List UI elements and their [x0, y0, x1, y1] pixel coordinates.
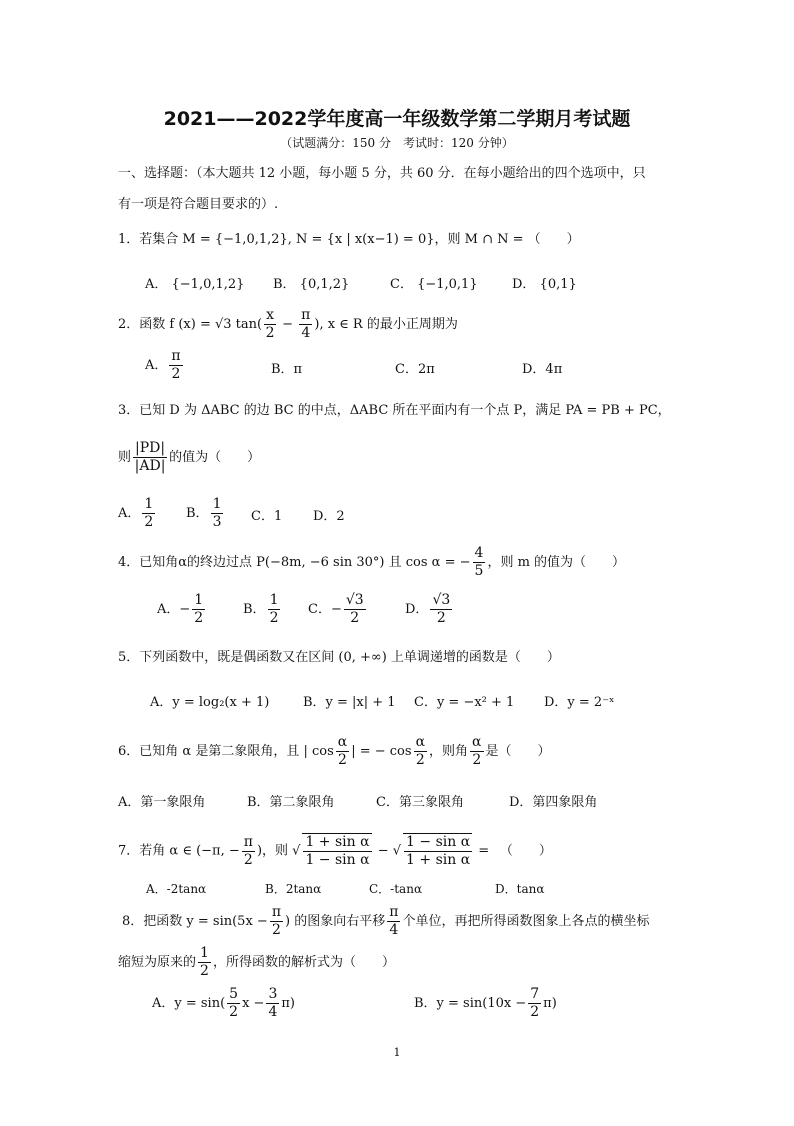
- q8-option-a-frac-1-den: 2: [229, 1004, 239, 1020]
- q8-frac-1-den: 2: [271, 922, 281, 938]
- q7-minus: − √: [373, 843, 402, 859]
- q8-frac-2-den: 4: [389, 922, 399, 938]
- q2-frac-pi4: [299, 307, 312, 342]
- q8-option-a-pre: A．y = sin(: [152, 996, 226, 1011]
- q3-ratio-frac: [133, 440, 167, 475]
- q1-option-b: B． {0,1,2}: [273, 277, 350, 292]
- q7-frac-1-num: 1 + sin α: [305, 834, 370, 850]
- q4-option-a-label: A．−: [157, 602, 191, 617]
- q2-option-c: C．2π: [395, 362, 435, 377]
- q3-then: 则: [118, 450, 132, 465]
- q4-stem-pre: 4．已知角α的终边过点 P(−8m, −6 sin 30°) 且 cos α = −: [118, 555, 471, 570]
- q4-stem: [118, 545, 625, 580]
- q8-line2: [118, 945, 395, 980]
- q6-frac-2-num: α: [415, 734, 426, 750]
- q8-frac-2-num: π: [389, 904, 399, 920]
- q4-option-b-frac: [268, 592, 281, 627]
- q6-frac-3-num: α: [472, 734, 482, 750]
- q4-option-a-den: 2: [194, 610, 204, 626]
- q6-frac-3-den: 2: [472, 752, 482, 768]
- q8-option-a-frac-2-num: 3: [268, 986, 278, 1002]
- q5-option-c: C．y = −x² + 1: [414, 695, 515, 710]
- q2-frac-x2-den: 2: [265, 325, 275, 341]
- q2-option-a-num: π: [171, 348, 181, 364]
- q6-frac-1: [336, 734, 349, 769]
- q1-stem: 1．若集合 M = {−1,0,1,2}, N = {x | x(x−1) = 0}，则 M ∩ N = （ ）: [118, 232, 580, 247]
- q4-option-c-label: C．−: [308, 602, 342, 617]
- q5-stem: 5．下列函数中，既是偶函数又在区间 (0, +∞) 上单调递增的函数是（ ）: [118, 650, 560, 665]
- q7-option-d: D．tanα: [495, 882, 545, 896]
- q7-option-b: B．2tanα: [265, 882, 322, 896]
- q8-stem-pre: 8．把函数 y = sin(5x −: [122, 914, 268, 929]
- q6-frac-1-num: α: [337, 734, 348, 750]
- q3-option-b-frac: [211, 496, 224, 531]
- q2-stem-post: ), x ∈ R 的最小正周期为: [314, 317, 458, 332]
- q8-option-b: [414, 986, 557, 1021]
- q7-stem: [118, 833, 552, 869]
- q8-option-a-mid: x −: [242, 996, 265, 1011]
- q4-option-c: [308, 592, 368, 627]
- q4-option-b-den: 2: [269, 610, 279, 626]
- q8-stem-mid: ) 的图象向右平移: [285, 914, 386, 929]
- q8-line2-pre: 缩短为原来的: [118, 955, 197, 970]
- q7-option-c: C．-tanα: [369, 882, 423, 896]
- q4-option-c-num: √3: [345, 592, 364, 608]
- q2-option-d: D．4π: [522, 362, 563, 377]
- q5-option-b: B．y = |x| + 1: [303, 695, 396, 710]
- q8-stem: [122, 904, 649, 939]
- q2-frac-pi4-den: 4: [301, 325, 311, 341]
- q4-frac-num: 4: [474, 545, 484, 561]
- q1-option-c: C． {−1,0,1}: [390, 277, 478, 292]
- q7-stem-pre: 7．若角 α ∈ (−π, −: [118, 843, 240, 859]
- q6-option-c: C．第三象限角: [376, 795, 464, 810]
- q6-stem: [118, 734, 551, 769]
- section-instructions-line1: 一、选择题：（本大题共 12 小题，每小题 5 分，共 60 分．在每小题给出的四个选项中，只: [118, 166, 646, 181]
- q3-option-a-num: 1: [144, 496, 154, 512]
- q7-option-a: A．-2tanα: [146, 882, 207, 896]
- q4-frac-den: 5: [474, 563, 484, 579]
- q3-option-b: [186, 496, 225, 531]
- q7-frac-2-den: 1 + sin α: [406, 852, 471, 868]
- q8-option-b-post: π): [543, 996, 557, 1011]
- q2-frac-pi4-num: π: [301, 307, 311, 323]
- q3-stem: 3．已知 D 为 ΔABC 的边 BC 的中点，ΔABC 所在平面内有一个点 P，满足 PA = PB + PC，: [118, 403, 671, 418]
- q8-frac-2: [387, 904, 400, 939]
- q7-frac-pi2-den: 2: [243, 851, 253, 868]
- q3-ratio-line: [118, 440, 260, 475]
- q6-stem-post: 是（ ）: [485, 744, 551, 759]
- q3-option-a: [118, 496, 157, 531]
- q8-option-a-frac-1: [227, 986, 240, 1021]
- q6-frac-2: [414, 734, 427, 769]
- q4-option-d: [405, 592, 454, 627]
- q7-frac-pi2: [242, 834, 255, 869]
- q1-option-a: A． {−1,0,1,2}: [145, 277, 245, 292]
- q8-line2-post: ，所得函数的解析式为（ ）: [212, 955, 395, 970]
- q4-option-d-den: 2: [436, 610, 446, 626]
- q4-stem-post: ，则 m 的值为（ ）: [487, 555, 626, 570]
- q4-option-c-den: 2: [350, 610, 360, 626]
- q3-ratio-den: |AD|: [134, 458, 166, 474]
- q3-option-b-den: 3: [212, 514, 222, 530]
- q5-option-a: A．y = log₂(x + 1): [150, 695, 270, 710]
- q4-option-b-num: 1: [269, 592, 279, 608]
- q4-option-b: [243, 592, 282, 627]
- q2-frac-x2: [264, 307, 276, 342]
- q7-frac-pi2-num: π: [243, 833, 253, 850]
- q3-tail: 的值为（ ）: [169, 450, 261, 465]
- q8-option-b-frac-num: 7: [530, 986, 540, 1002]
- q4-option-a-num: 1: [194, 592, 204, 608]
- q3-option-b-num: 1: [212, 496, 222, 512]
- q6-stem-pre: 6．已知角 α 是第二象限角，且 | cos: [118, 744, 334, 759]
- q8-option-a-frac-2-den: 4: [268, 1004, 278, 1020]
- q2-option-a-den: 2: [171, 366, 181, 382]
- q8-frac-1: [270, 904, 283, 939]
- q6-mid2: ，则角: [429, 744, 469, 759]
- q8-stem-post: 个单位，再把所得函数图象上各点的横坐标: [402, 914, 650, 929]
- q8-frac-1-num: π: [271, 904, 282, 920]
- q2-stem: [118, 307, 458, 342]
- q7-stem-mid: )，则 √: [256, 843, 301, 859]
- q7-frac-2: [403, 833, 472, 869]
- q6-frac-3: [470, 734, 483, 769]
- q8-option-a-frac-2: [266, 986, 279, 1021]
- q2-option-b: B．π: [271, 362, 303, 377]
- q7-frac-2-num: 1 − sin α: [406, 834, 471, 850]
- q2-minus: −: [278, 317, 298, 332]
- q3-ratio-num: |PD|: [135, 440, 166, 456]
- q4-option-a: [157, 592, 207, 627]
- q3-option-b-label: B．: [186, 506, 209, 521]
- q2-option-a: [145, 348, 185, 383]
- q3-option-a-den: 2: [144, 514, 154, 530]
- q4-option-a-frac: [192, 592, 205, 627]
- q8-option-b-pre: B．y = sin(10x −: [414, 996, 527, 1011]
- q5-option-d: D．y = 2⁻ˣ: [544, 695, 615, 710]
- q3-option-a-frac: [142, 496, 155, 531]
- q2-option-a-label: A．: [145, 358, 168, 373]
- q3-option-c: C．1: [251, 509, 283, 524]
- q6-frac-2-den: 2: [415, 752, 425, 768]
- page-subtitle: （试题满分：150 分 考试时：120 分钟）: [280, 136, 514, 150]
- q8-option-a-post: π): [281, 996, 295, 1011]
- q8-frac-3: [198, 945, 211, 980]
- q7-frac-1: [302, 833, 371, 869]
- q4-option-c-frac: [344, 592, 366, 627]
- q4-option-d-num: √3: [432, 592, 451, 608]
- q8-option-b-frac: [528, 986, 541, 1021]
- q7-frac-1-den: 1 − sin α: [305, 852, 370, 868]
- q6-option-a: A．第一象限角: [118, 795, 206, 810]
- q6-option-d: D．第四象限角: [509, 795, 598, 810]
- q8-option-a: [152, 986, 295, 1021]
- q7-stem-post: = （ ）: [474, 843, 552, 859]
- q2-stem-pre: 2．函数 f (x) = √3 tan(: [118, 317, 263, 332]
- q4-option-b-label: B．: [243, 602, 266, 617]
- q8-option-b-frac-den: 2: [530, 1004, 540, 1020]
- q2-option-a-frac: [169, 348, 182, 383]
- section-instructions-line2: 有一项是符合题目要求的）.: [118, 197, 279, 212]
- q4-option-d-frac: [430, 592, 452, 627]
- q8-frac-3-den: 2: [200, 963, 209, 979]
- q8-option-a-frac-1-num: 5: [229, 986, 239, 1002]
- q1-option-d: D． {0,1}: [512, 277, 577, 292]
- page-number: 1: [393, 1046, 401, 1059]
- q3-option-d: D．2: [313, 509, 345, 524]
- q6-mid: | = − cos: [351, 744, 412, 759]
- q4-frac: [473, 545, 486, 580]
- q2-frac-x2-num: x: [266, 307, 274, 323]
- q6-frac-1-den: 2: [338, 752, 347, 768]
- q4-option-d-label: D．: [405, 602, 429, 617]
- q3-option-a-label: A．: [118, 506, 141, 521]
- q8-frac-3-num: 1: [200, 945, 209, 961]
- q6-option-b: B．第二象限角: [247, 795, 335, 810]
- page-title: 2021——2022学年度高一年级数学第二学期月考试题: [163, 108, 631, 130]
